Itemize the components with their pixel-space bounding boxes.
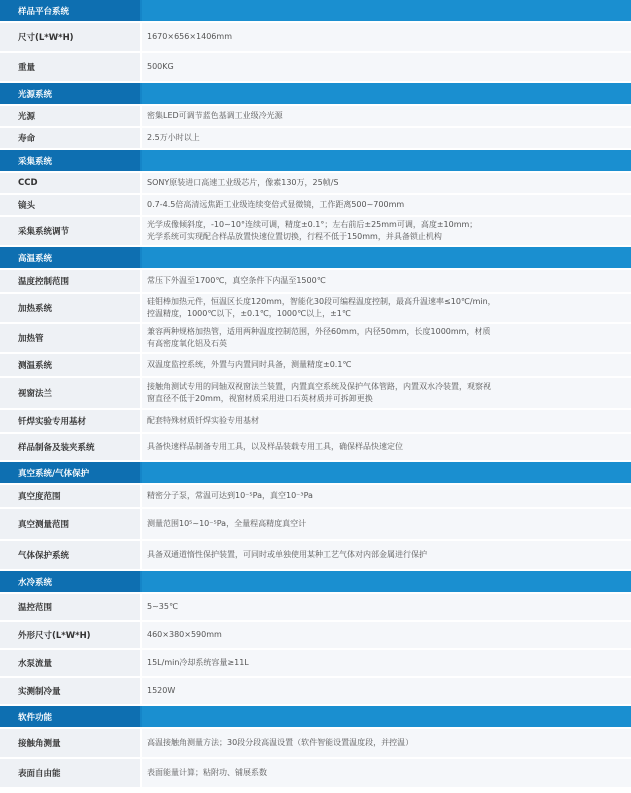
spec-row (0, 378, 631, 408)
spec-row (0, 485, 631, 507)
section-header (0, 83, 631, 104)
spec-value (142, 410, 631, 432)
spec-label: 采集系统调节 (0, 217, 140, 245)
spec-value (142, 678, 631, 704)
spec-value (142, 509, 631, 539)
spec-value (142, 759, 631, 787)
spec-label: 真空测量范围 (0, 509, 140, 539)
spec-row (0, 53, 631, 81)
spec-value (142, 324, 631, 352)
spec-label: 实测制冷量 (0, 678, 140, 704)
spec-value (142, 173, 631, 193)
spec-row (0, 622, 631, 648)
spec-value-line: 密集LED可调节蓝色基调工业级冷光源 (147, 111, 283, 120)
section-title: 样品平台系统 (0, 0, 140, 21)
section-header (0, 0, 631, 21)
spec-label: 温控范围 (0, 594, 140, 620)
spec-label: 加热系统 (0, 294, 140, 322)
spec-label: 重量 (0, 53, 140, 81)
section-header-bar (142, 150, 631, 171)
spec-value-line: 460×380×590mm (147, 630, 222, 639)
spec-value (142, 541, 631, 569)
spec-row (0, 128, 631, 148)
spec-value-line: 0.7-4.5倍高清远焦距工业级连续变倍式显微镜，工作距离500~700mm (147, 200, 405, 209)
spec-value (142, 294, 631, 322)
spec-label: 样品制备及装夹系统 (0, 434, 140, 460)
spec-row (0, 541, 631, 569)
spec-row (0, 410, 631, 432)
spec-row (0, 217, 631, 245)
spec-label: 外形尺寸(L*W*H) (0, 622, 140, 648)
spec-value-line: 接触角测试专用的同轴双视窗法兰装置，内置真空系统及保护气体管路，内置双水冷装置，观察视 (147, 382, 491, 391)
spec-value (142, 270, 631, 292)
spec-row (0, 729, 631, 757)
spec-value-line: 控温精度，1000℃以下，±0.1℃，1000℃以上，±1℃ (147, 309, 351, 318)
section-header-bar (142, 571, 631, 592)
spec-row (0, 195, 631, 215)
spec-value-line: 光学成像倾斜度，-10~10°连续可调，精度±0.1°；左右前后±25mm可调，高度±10mm； (147, 220, 478, 229)
spec-label: 水泵流量 (0, 650, 140, 676)
spec-value-line: 1670×656×1406mm (147, 32, 232, 41)
section-title: 采集系统 (0, 150, 140, 171)
section-title: 真空系统/气体保护 (0, 462, 140, 483)
section-title: 光源系统 (0, 83, 140, 104)
spec-value (142, 195, 631, 215)
spec-value (142, 217, 631, 245)
spec-value (142, 650, 631, 676)
spec-label: 钎焊实验专用基材 (0, 410, 140, 432)
spec-row (0, 678, 631, 704)
spec-value (142, 23, 631, 51)
spec-row (0, 324, 631, 352)
section-header-bar (142, 706, 631, 727)
spec-value-line: 硅钼棒加热元件，恒温区长度120mm，智能化30段可编程温度控制，最高升温速率≤10℃/min， (147, 297, 496, 306)
spec-label: 尺寸(L*W*H) (0, 23, 140, 51)
spec-value (142, 378, 631, 408)
spec-value-line: 2.5万小时以上 (147, 133, 200, 142)
spec-value (142, 434, 631, 460)
section-header (0, 462, 631, 483)
spec-label: CCD (0, 173, 140, 193)
spec-label: 气体保护系统 (0, 541, 140, 569)
spec-row (0, 509, 631, 539)
spec-row (0, 434, 631, 460)
spec-value (142, 53, 631, 81)
spec-label: 真空度范围 (0, 485, 140, 507)
spec-value-line: 500KG (147, 62, 174, 71)
section-title: 软件功能 (0, 706, 140, 727)
spec-value (142, 354, 631, 376)
section-title: 高温系统 (0, 247, 140, 268)
spec-label: 接触角测量 (0, 729, 140, 757)
section-header (0, 247, 631, 268)
spec-row (0, 294, 631, 322)
spec-value-line: 5~35℃ (147, 602, 178, 611)
spec-value-line: 测量范围10⁵~10⁻⁵Pa，全量程高精度真空计 (147, 519, 307, 528)
spec-value (142, 729, 631, 757)
spec-label: 镜头 (0, 195, 140, 215)
spec-row (0, 23, 631, 51)
spec-label: 加热管 (0, 324, 140, 352)
spec-value-line: 精密分子泵，常温可达到10⁻⁵Pa，真空10⁻³Pa (147, 491, 313, 500)
spec-value-line: 具备双通道惰性保护装置，可同时或单独使用某种工艺气体对内部金属进行保护 (147, 550, 427, 559)
spec-row (0, 106, 631, 126)
spec-value-line: SONY原装进口高速工业级芯片，像素130万，25帧/S (147, 178, 339, 187)
spec-label: 测温系统 (0, 354, 140, 376)
spec-row (0, 173, 631, 193)
spec-row (0, 650, 631, 676)
spec-row (0, 354, 631, 376)
spec-value-line: 双温度监控系统，外置与内置同时具备，测量精度±0.1℃ (147, 360, 352, 369)
section-header-bar (142, 0, 631, 21)
spec-value-line: 表面能量计算；粘附功、铺展系数 (147, 768, 267, 777)
section-header (0, 150, 631, 171)
spec-value (142, 594, 631, 620)
spec-row (0, 759, 631, 787)
spec-label: 温度控制范围 (0, 270, 140, 292)
spec-value-line: 光学系统可实现配合样品放置快速位置切换，行程不低于150mm，并具备锁止机构 (147, 232, 442, 241)
spec-row (0, 270, 631, 292)
spec-row (0, 594, 631, 620)
spec-label: 寿命 (0, 128, 140, 148)
spec-value-line: 高温接触角测量方法；30段分段高温设置（软件智能设置温度段，并控温） (147, 738, 414, 747)
spec-value (142, 622, 631, 648)
spec-label: 视窗法兰 (0, 378, 140, 408)
spec-value-line: 15L/min冷却系统容量≥11L (147, 658, 249, 667)
section-header (0, 571, 631, 592)
section-header-bar (142, 83, 631, 104)
spec-value-line: 1520W (147, 686, 176, 695)
section-header-bar (142, 462, 631, 483)
section-header-bar (142, 247, 631, 268)
spec-value-line: 配套特殊材质钎焊实验专用基材 (147, 416, 259, 425)
spec-label: 表面自由能 (0, 759, 140, 787)
spec-value (142, 485, 631, 507)
spec-value (142, 128, 631, 148)
spec-value-line: 窗直径不低于20mm，视窗材质采用进口石英材质并可拆卸更换 (147, 394, 373, 403)
spec-value-line: 兼容两种规格加热管，适用两种温度控制范围，外径60mm，内径50mm，长度1000mm，材质 (147, 327, 491, 336)
spec-label: 光源 (0, 106, 140, 126)
section-header (0, 706, 631, 727)
spec-value-line: 有高密度氧化铝及石英 (147, 339, 227, 348)
section-title: 水冷系统 (0, 571, 140, 592)
spec-value-line: 常压下外温至1700℃，真空条件下内温至1500℃ (147, 276, 326, 285)
spec-value (142, 106, 631, 126)
spec-value-line: 具备快速样品制备专用工具，以及样品装载专用工具，确保样品快速定位 (147, 442, 403, 451)
